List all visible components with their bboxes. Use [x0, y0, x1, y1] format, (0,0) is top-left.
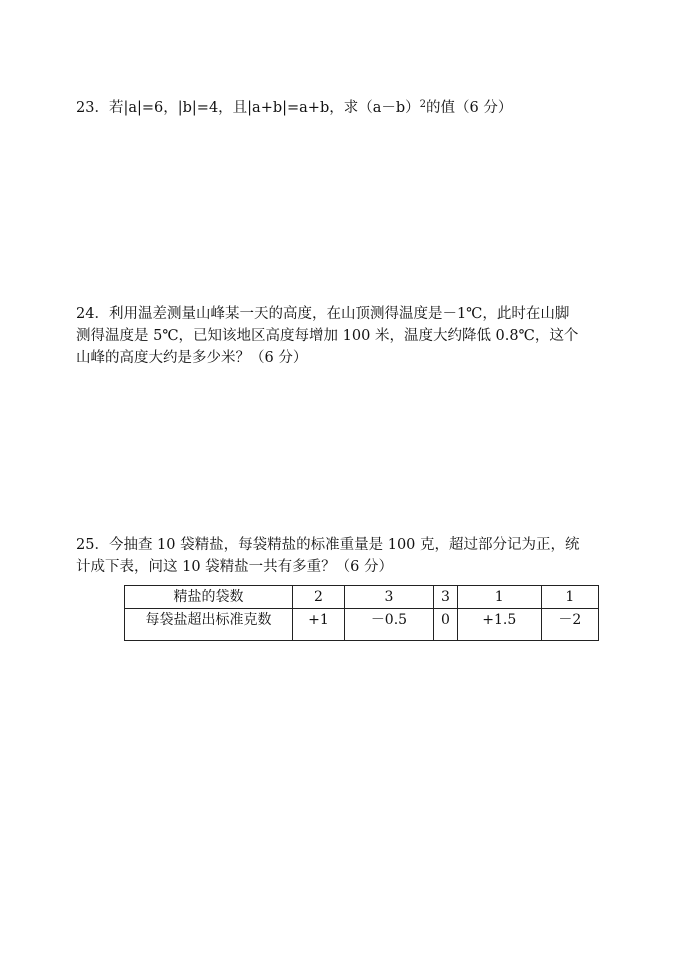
table-cell: +1.5: [457, 609, 541, 641]
table-cell: 1: [541, 586, 598, 609]
question-23-text: 23．若|a|=6，|b|=4，且|a+b|=a+b，求（a－b）: [76, 100, 420, 116]
question-23: [76, 97, 624, 119]
question-24: [76, 303, 624, 369]
table-cell: 0: [434, 609, 458, 641]
question-23-exponent: 2: [419, 99, 427, 110]
table-cell: +1: [293, 609, 345, 641]
question-25-line-1: 25．今抽查 10 袋精盐，每袋精盐的标准重量是 100 克，超过部分记为正，统: [76, 537, 580, 553]
table-cell: －0.5: [344, 609, 433, 641]
table-cell: 3: [344, 586, 433, 609]
table-header-excess-grams: 每袋盐超出标准克数: [125, 609, 293, 641]
table-row-bag-count: [125, 586, 599, 609]
table-cell: －2: [541, 609, 598, 641]
salt-weight-table: [124, 585, 599, 641]
question-24-line-3: 山峰的高度大约是多少米？（6 分）: [76, 350, 308, 366]
table-row-excess-grams: [125, 609, 599, 641]
table-header-bag-count: 精盐的袋数: [125, 586, 293, 609]
question-24-line-2: 测得温度是 5℃，已知该地区高度每增加 100 米，温度大约降低 0.8℃，这个: [76, 328, 579, 344]
question-25-line-2: 计成下表，问这 10 袋精盐一共有多重？（6 分）: [76, 559, 394, 575]
question-23-text-end: 的值（6 分）: [426, 100, 513, 116]
question-24-line-1: 24．利用温差测量山峰某一天的高度，在山顶测得温度是－1℃，此时在山脚: [76, 306, 570, 322]
question-25: [76, 534, 624, 578]
table-cell: 1: [457, 586, 541, 609]
table-cell: 2: [293, 586, 345, 609]
table-cell: 3: [434, 586, 458, 609]
